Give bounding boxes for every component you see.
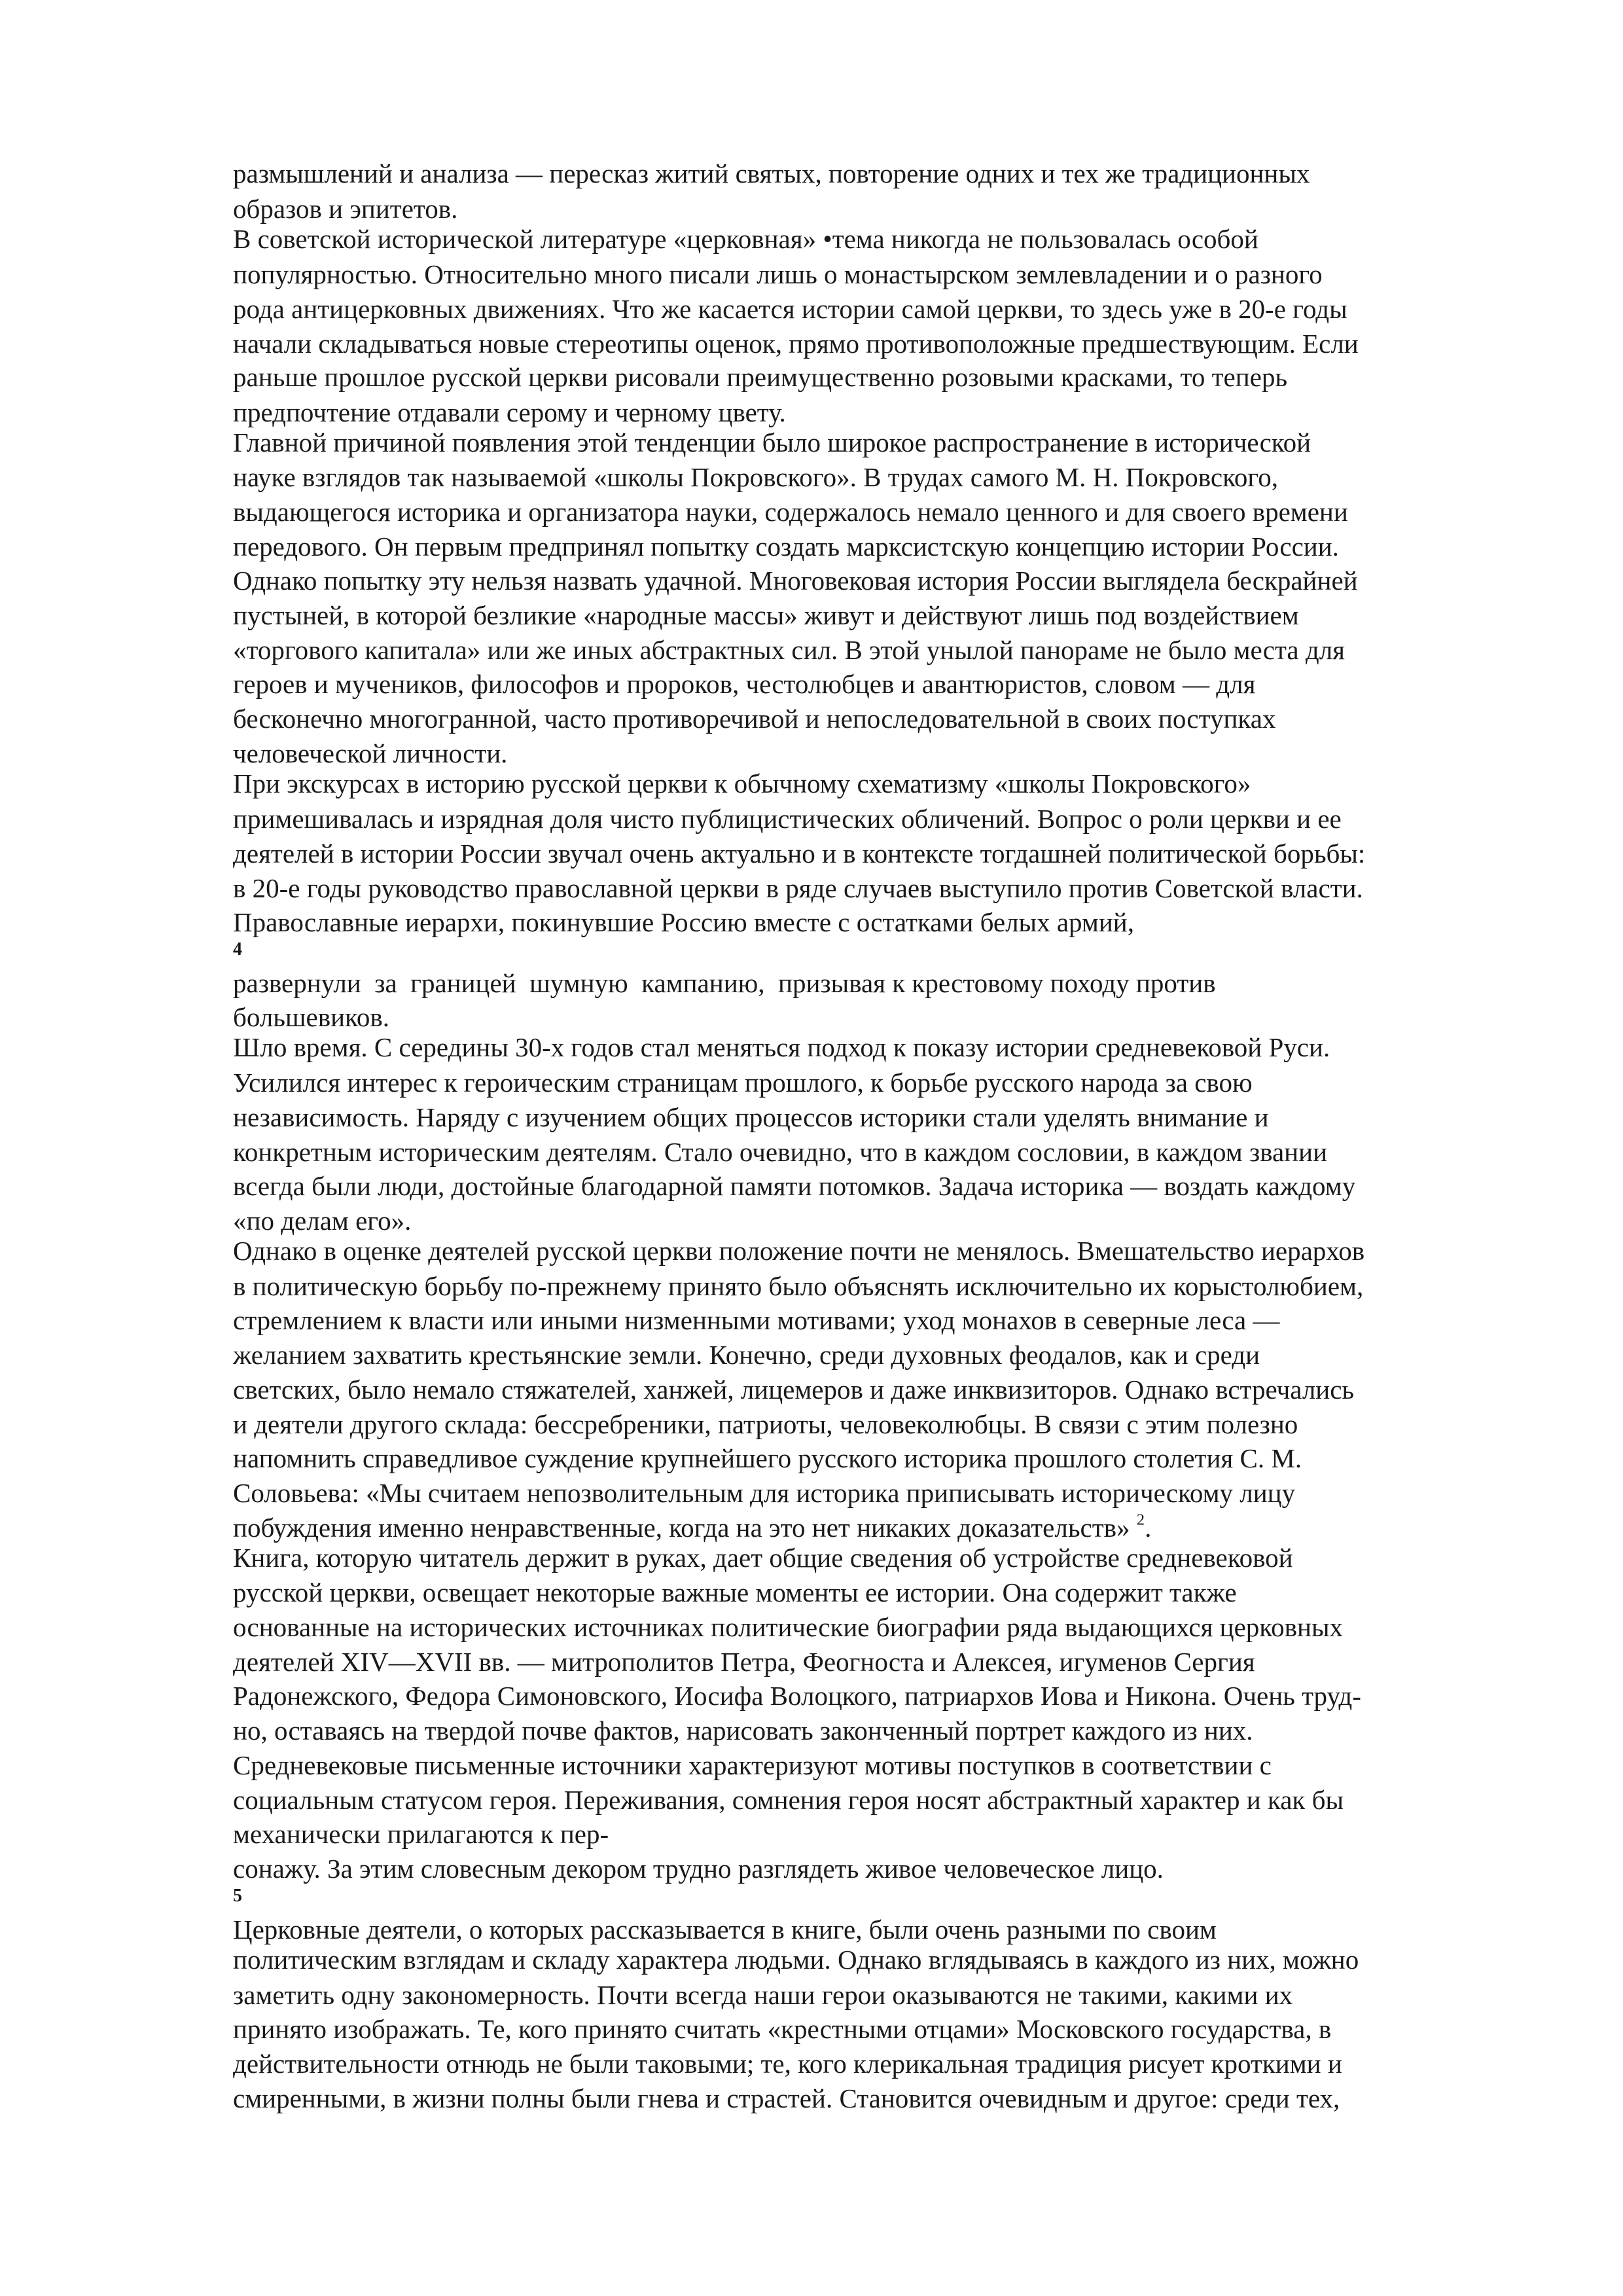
text-line: светских, было немало стяжателей, ханжей, лицемеров и даже инквизиторов. Однако встречались <box>233 1374 1355 1405</box>
text-line: Однако в оценке деятелей русской церкви положение почти не менялось. Вмешательство иерархов <box>233 1236 1365 1266</box>
text-line: В советской исторической литературе «церковная» •тема никогда не пользовалась особой <box>233 224 1258 254</box>
text-line: в политическую борьбу по-прежнему принято было объяснять исключительно их корыстолюбием, <box>233 1271 1364 1301</box>
text-line: примешивалась и изрядная доля чисто публицистических обличений. Вопрос о роли церкви и ее <box>233 804 1342 834</box>
text-line <box>233 1511 1152 1543</box>
text-line: Церковные деятели, о которых рассказывается в книге, были очень разными по своим <box>233 1914 1217 1945</box>
footnote-tail: . <box>1145 1513 1152 1543</box>
text-line: и деятели другого склада: бессребреники, патриоты, человеколюбцы. В связи с этим полезно <box>233 1409 1298 1439</box>
text-line: размышлений и анализа — пересказ житий святых, повторение одних и тех же традиционных <box>233 158 1310 188</box>
text-line: Средневековые письменные источники характеризуют мотивы поступков в соответствии с <box>233 1750 1272 1780</box>
text-line: человеческой личности. <box>233 738 508 768</box>
text-line: всегда были люди, достойные благодарной памяти потомков. Задача историка — воздать каждому <box>233 1171 1356 1201</box>
text-line: развернули за границей шумную кампанию, призывая к крестовому походу против <box>233 968 1216 998</box>
footnote-ref: 2 <box>1136 1511 1145 1529</box>
text-line: желанием захватить крестьянские земли. Конечно, среди духовных феодалов, как и среди <box>233 1340 1260 1370</box>
text-line: русской церкви, освещает некоторые важные моменты ее истории. Она содержит также <box>233 1577 1237 1607</box>
text-line: основанные на исторических источниках политические биографии ряда выдающихся церковных <box>233 1612 1343 1642</box>
text-line: «по делам его». <box>233 1206 412 1236</box>
text-line: «торгового капитала» или же иных абстрактных сил. В этой унылой панораме не было места для <box>233 635 1346 665</box>
text-line: сонажу. За этим словесным декором трудно разглядеть живое человеческое лицо. <box>233 1854 1164 1884</box>
text-line: стремлением к власти или иными низменными мотивами; уход монахов в северные леса — <box>233 1305 1280 1335</box>
text-line: Соловьева: «Мы считаем непозволительным для историка приписывать историческому лицу <box>233 1478 1296 1508</box>
text-line: большевиков. <box>233 1002 389 1032</box>
text-line: выдающегося историка и организатора науки, содержалось немало ценного и для своего времени <box>233 497 1348 527</box>
text-line: предпочтение отдавали серому и черному цвету. <box>233 397 786 427</box>
text-line: Усилился интерес к героическим страницам прошлого, к борьбе русского народа за свою <box>233 1067 1253 1098</box>
text-line: Главной причиной появления этой тенденции было широкое распространение в исторической <box>233 427 1311 457</box>
text-line: деятелей в истории России звучал очень актуально и в контексте тогдашней политической борьбы: <box>233 838 1366 869</box>
text-line: Православные иерархи, покинувшие Россию вместе с остатками белых армий, <box>233 907 1135 937</box>
text-line: смиренными, в жизни полны были гнева и страстей. Становится очевидным и другое: среди тех, <box>233 2083 1340 2113</box>
text-line: науке взглядов так называемой «школы Покровского». В трудах самого М. Н. Покровского, <box>233 462 1278 492</box>
text-line: пустыней, в которой безликие «народные массы» живут и действуют лишь под воздействием <box>233 600 1299 630</box>
page-number: 5 <box>233 1886 242 1906</box>
text-line: Радонежского, Федора Симоновского, Иосифа Волоцкого, патриархов Иова и Никона. Очень труд- <box>233 1681 1361 1711</box>
text-line: деятелей XIV—XVII вв. — митрополитов Петра, Феогноста и Алексея, игуменов Сергия <box>233 1647 1255 1677</box>
text-line: раньше прошлое русской церкви рисовали преимущественно розовыми красками, то теперь <box>233 362 1288 392</box>
text-line: При экскурсах в историю русской церкви к обычному схематизму «школы Покровского» <box>233 768 1251 798</box>
text-line: образов и эпитетов. <box>233 194 458 224</box>
text-line: политическим взглядам и складу характера людьми. Однако вглядываясь в каждого из них, можно <box>233 1945 1359 1975</box>
text-line: Книга, которую читатель держит в руках, дает общие сведения об устройстве средневековой <box>233 1543 1293 1573</box>
text-line: в 20-е годы руководство православной церкви в ряде случаев выступило против Советской власти. <box>233 873 1363 903</box>
text-line: начали складываться новые стереотипы оценок, прямо противоположные предшествующим. Если <box>233 329 1359 359</box>
text-line: независимость. Наряду с изучением общих процессов историки стали уделять внимание и <box>233 1102 1269 1132</box>
text-line: популярностью. Относительно много писали лишь о монастырском землевладении и о разного <box>233 259 1323 289</box>
page-number: 4 <box>233 939 242 960</box>
text-line: действительности отнюдь не были таковыми; те, кого клерикальная традиция рисует кроткими и <box>233 2049 1342 2079</box>
text-line: напомнить справедливое суждение крупнейшего русского историка прошлого столетия С. М. <box>233 1443 1302 1473</box>
text-line: Однако попытку эту нельзя назвать удачной. Многовековая история России выглядела бескрайней <box>233 565 1358 596</box>
text-line: социальным статусом героя. Переживания, сомнения героя носят абстрактный характер и как бы <box>233 1785 1344 1815</box>
text-line: заметить одну закономерность. Почти всегда наши герои оказываются не такими, какими их <box>233 1980 1293 2010</box>
text-line: героев и мучеников, философов и пророков, честолюбцев и авантюристов, словом — для <box>233 669 1256 699</box>
text-line: бесконечно многогранной, часто противоречивой и непоследовательной в своих поступках <box>233 704 1276 734</box>
text-line: механически прилагаются к пер- <box>233 1819 609 1849</box>
text-line: рода антицерковных движениях. Что же касается истории самой церкви, то здесь уже в 20-е годы <box>233 294 1347 324</box>
text-line: но, оставаясь на твердой почве фактов, нарисовать законченный портрет каждого из них. <box>233 1715 1253 1746</box>
text-line: конкретным историческим деятелям. Стало очевидно, что в каждом сословии, в каждом звании <box>233 1137 1328 1167</box>
text-line: передового. Он первым предпринял попытку создать марксистскую концепцию истории России. <box>233 531 1339 562</box>
text-line: принято изображать. Те, кого принято считать «крестными отцами» Московского государства, в <box>233 2014 1332 2044</box>
text-line-body: побуждения именно ненравственные, когда на это нет никаких доказательств» <box>233 1513 1130 1543</box>
text-line: Шло время. С середины 30-х годов стал меняться подход к показу истории средневековой Руси. <box>233 1032 1330 1062</box>
